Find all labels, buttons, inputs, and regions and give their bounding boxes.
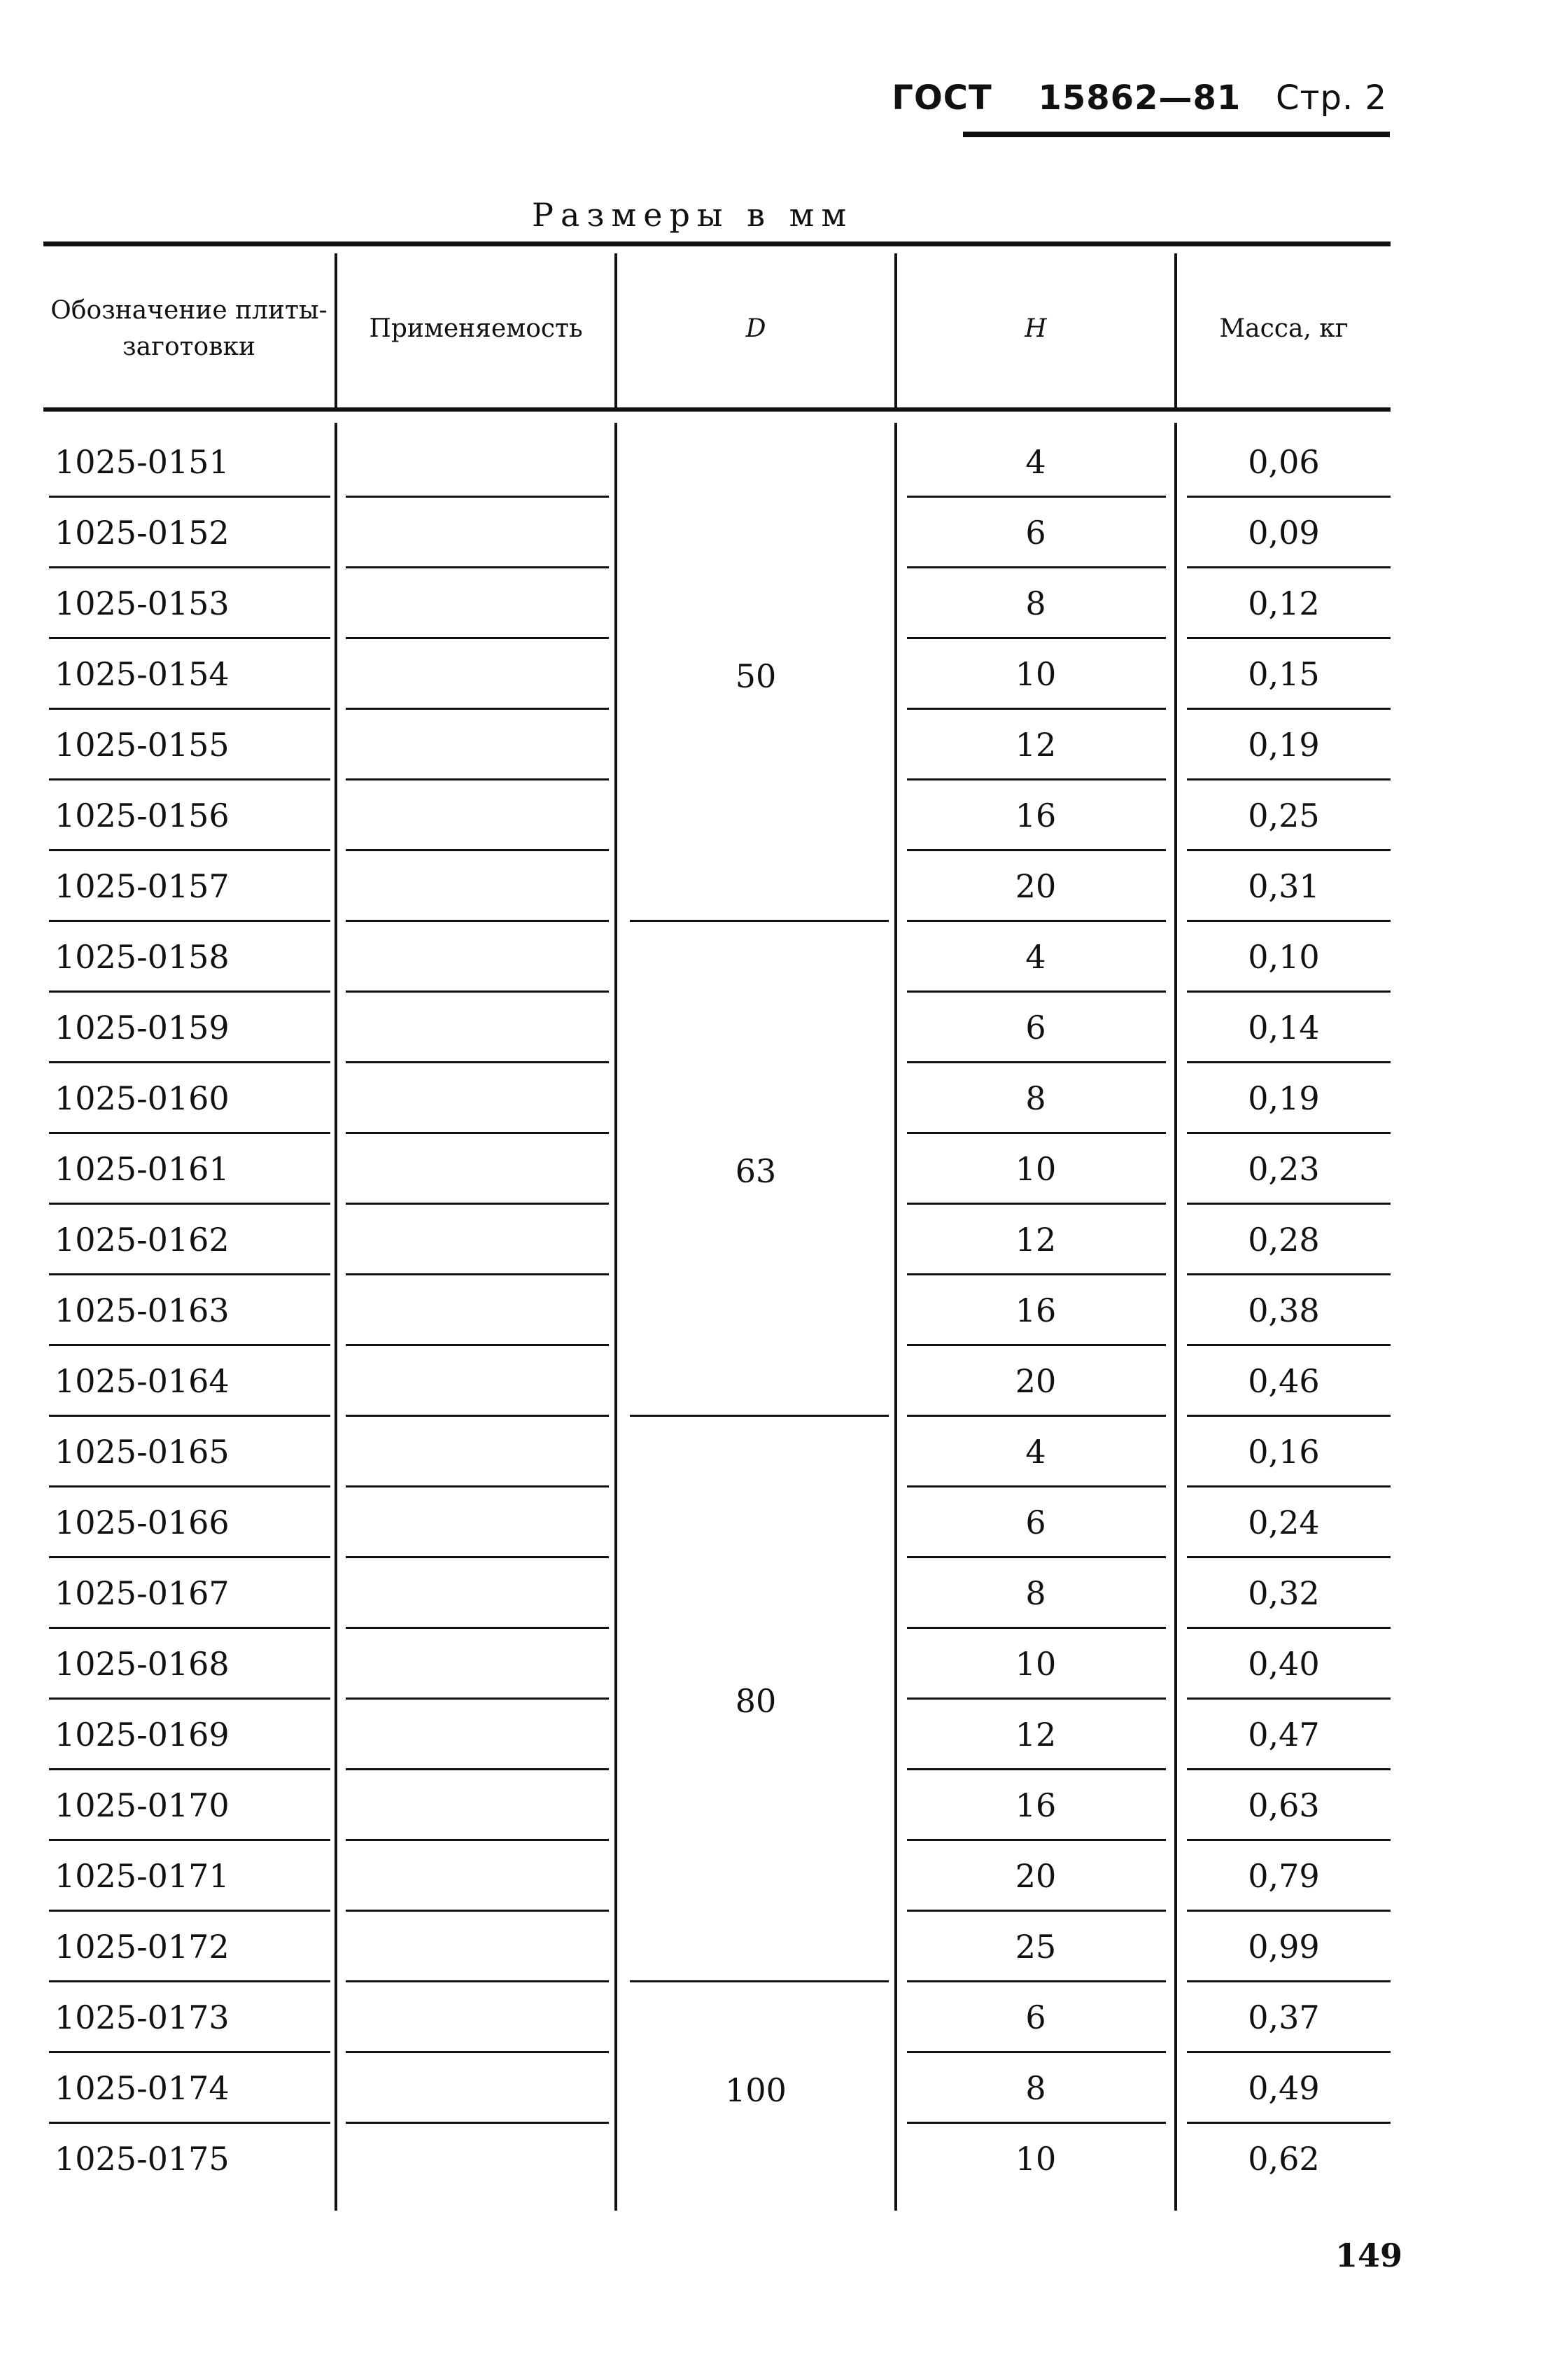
- row-rule: [49, 1485, 330, 1488]
- row-rule: [346, 849, 609, 851]
- designation-cell: 1025-0154: [55, 655, 230, 693]
- row-rule: [907, 1768, 1166, 1770]
- row-rule: [907, 1485, 1166, 1488]
- row-rule: [907, 1556, 1166, 1558]
- column-header-applicability: Применяемость: [369, 314, 583, 343]
- row-rule: [907, 1627, 1166, 1629]
- h-cell: 6: [1025, 514, 1046, 552]
- row-rule: [907, 1980, 1166, 1982]
- row-rule: [346, 637, 609, 639]
- h-cell: 4: [1025, 1433, 1046, 1471]
- row-rule: [1187, 1556, 1391, 1558]
- h-cell: 16: [1015, 797, 1057, 834]
- h-cell: 20: [1015, 1857, 1057, 1895]
- row-rule: [1187, 1839, 1391, 1841]
- column-header-h: H: [1025, 314, 1047, 343]
- row-rule: [346, 566, 609, 568]
- h-cell: 20: [1015, 1362, 1057, 1400]
- designation-cell: 1025-0158: [55, 938, 230, 976]
- row-rule: [907, 1910, 1166, 1912]
- row-rule: [49, 1627, 330, 1629]
- header-rule: [963, 132, 1390, 137]
- row-rule: [907, 990, 1166, 993]
- mass-cell: 0,09: [1248, 514, 1320, 552]
- mass-cell: 0,32: [1248, 1574, 1320, 1612]
- row-rule: [346, 1061, 609, 1063]
- row-rule: [346, 1203, 609, 1205]
- row-rule: [907, 1273, 1166, 1275]
- designation-cell: 1025-0166: [55, 1504, 230, 1541]
- mass-cell: 0,19: [1248, 726, 1320, 764]
- mass-cell: 0,40: [1248, 1645, 1320, 1683]
- h-cell: 6: [1025, 1504, 1046, 1541]
- mass-cell: 0,23: [1248, 1150, 1320, 1188]
- row-rule: [49, 637, 330, 639]
- header-divider: [1174, 253, 1177, 409]
- row-rule: [907, 1698, 1166, 1700]
- row-rule: [49, 920, 330, 922]
- d-group-cell: 50: [735, 657, 777, 695]
- column-divider: [335, 423, 337, 2211]
- row-rule: [1187, 1910, 1391, 1912]
- row-rule: [49, 990, 330, 993]
- designation-cell: 1025-0171: [55, 1857, 230, 1895]
- row-rule: [907, 1839, 1166, 1841]
- row-rule: [1187, 1768, 1391, 1770]
- h-cell: 6: [1025, 1009, 1046, 1046]
- row-rule: [1187, 778, 1391, 780]
- h-cell: 4: [1025, 443, 1046, 481]
- row-rule: [49, 1415, 330, 1417]
- h-cell: 8: [1025, 2069, 1046, 2107]
- d-group-rule: [630, 920, 889, 922]
- row-rule: [346, 1627, 609, 1629]
- designation-cell: 1025-0156: [55, 797, 230, 834]
- row-rule: [346, 1768, 609, 1770]
- row-rule: [49, 1556, 330, 1558]
- h-cell: 16: [1015, 1786, 1057, 1824]
- mass-cell: 0,47: [1248, 1716, 1320, 1754]
- designation-cell: 1025-0157: [55, 867, 230, 905]
- row-rule: [49, 1203, 330, 1205]
- designation-cell: 1025-0167: [55, 1574, 230, 1612]
- row-rule: [346, 1556, 609, 1558]
- designation-cell: 1025-0160: [55, 1079, 230, 1117]
- h-cell: 10: [1015, 655, 1057, 693]
- mass-cell: 0,10: [1248, 938, 1320, 976]
- row-rule: [346, 1910, 609, 1912]
- row-rule: [907, 920, 1166, 922]
- row-rule: [1187, 2051, 1391, 2053]
- mass-cell: 0,31: [1248, 867, 1320, 905]
- designation-cell: 1025-0155: [55, 726, 230, 764]
- mass-cell: 0,62: [1248, 2140, 1320, 2178]
- row-rule: [1187, 1980, 1391, 1982]
- mass-cell: 0,79: [1248, 1857, 1320, 1895]
- row-rule: [1187, 1273, 1391, 1275]
- mass-cell: 0,49: [1248, 2069, 1320, 2107]
- row-rule: [1187, 1061, 1391, 1063]
- row-rule: [49, 1273, 330, 1275]
- row-rule: [907, 566, 1166, 568]
- designation-cell: 1025-0172: [55, 1928, 230, 1966]
- mass-cell: 0,28: [1248, 1221, 1320, 1259]
- designation-cell: 1025-0161: [55, 1150, 230, 1188]
- mass-cell: 0,63: [1248, 1786, 1320, 1824]
- designation-cell: 1025-0159: [55, 1009, 230, 1046]
- h-cell: 12: [1015, 1716, 1057, 1754]
- header-divider: [614, 253, 617, 409]
- column-header-designation: Обозначение плиты-заготовки: [50, 295, 328, 361]
- row-rule: [907, 1203, 1166, 1205]
- row-rule: [346, 708, 609, 710]
- designation-cell: 1025-0153: [55, 584, 230, 622]
- page-number: 149: [1335, 2236, 1402, 2274]
- row-rule: [49, 2122, 330, 2124]
- row-rule: [907, 496, 1166, 498]
- mass-cell: 0,24: [1248, 1504, 1320, 1541]
- header-divider: [894, 253, 897, 409]
- row-rule: [49, 1910, 330, 1912]
- d-group-rule: [630, 1980, 889, 1982]
- h-cell: 25: [1015, 1928, 1057, 1966]
- row-rule: [49, 496, 330, 498]
- row-rule: [907, 2122, 1166, 2124]
- row-rule: [49, 1768, 330, 1770]
- designation-cell: 1025-0175: [55, 2140, 230, 2178]
- row-rule: [346, 990, 609, 993]
- row-rule: [346, 1132, 609, 1134]
- h-cell: 8: [1025, 1574, 1046, 1612]
- row-rule: [346, 1485, 609, 1488]
- row-rule: [49, 778, 330, 780]
- row-rule: [1187, 1627, 1391, 1629]
- row-rule: [346, 2051, 609, 2053]
- d-group-cell: 63: [735, 1152, 777, 1190]
- row-rule: [1187, 990, 1391, 993]
- row-rule: [49, 1980, 330, 1982]
- row-rule: [907, 1415, 1166, 1417]
- row-rule: [49, 1344, 330, 1346]
- designation-cell: 1025-0170: [55, 1786, 230, 1824]
- row-rule: [1187, 637, 1391, 639]
- row-rule: [49, 708, 330, 710]
- row-rule: [1187, 849, 1391, 851]
- header-divider: [335, 253, 337, 409]
- mass-cell: 0,46: [1248, 1362, 1320, 1400]
- row-rule: [346, 2122, 609, 2124]
- designation-cell: 1025-0151: [55, 443, 230, 481]
- column-header-d: D: [745, 314, 766, 343]
- mass-cell: 0,12: [1248, 584, 1320, 622]
- row-rule: [49, 1132, 330, 1134]
- h-cell: 4: [1025, 938, 1046, 976]
- mass-cell: 0,16: [1248, 1433, 1320, 1471]
- row-rule: [1187, 566, 1391, 568]
- row-rule: [1187, 1203, 1391, 1205]
- designation-cell: 1025-0163: [55, 1292, 230, 1329]
- designation-cell: 1025-0152: [55, 514, 230, 552]
- row-rule: [1187, 1415, 1391, 1417]
- row-rule: [907, 849, 1166, 851]
- row-rule: [49, 566, 330, 568]
- designation-cell: 1025-0168: [55, 1645, 230, 1683]
- mass-cell: 0,38: [1248, 1292, 1320, 1329]
- row-rule: [346, 1273, 609, 1275]
- h-cell: 12: [1015, 726, 1057, 764]
- row-rule: [49, 849, 330, 851]
- table-top-rule: [43, 241, 1391, 246]
- designation-cell: 1025-0164: [55, 1362, 230, 1400]
- h-cell: 8: [1025, 1079, 1046, 1117]
- row-rule: [907, 778, 1166, 780]
- standard-number: 15862—81: [1038, 78, 1241, 118]
- row-rule: [1187, 496, 1391, 498]
- h-cell: 10: [1015, 2140, 1057, 2178]
- row-rule: [346, 1839, 609, 1841]
- row-rule: [346, 778, 609, 780]
- row-rule: [907, 708, 1166, 710]
- units-caption: Размеры в мм: [532, 196, 854, 234]
- row-rule: [907, 1132, 1166, 1134]
- row-rule: [49, 2051, 330, 2053]
- mass-cell: 0,14: [1248, 1009, 1320, 1046]
- mass-cell: 0,19: [1248, 1079, 1320, 1117]
- row-rule: [49, 1061, 330, 1063]
- row-rule: [49, 1839, 330, 1841]
- row-rule: [346, 1415, 609, 1417]
- row-rule: [1187, 708, 1391, 710]
- row-rule: [907, 637, 1166, 639]
- row-rule: [1187, 1132, 1391, 1134]
- row-rule: [907, 1061, 1166, 1063]
- mass-cell: 0,25: [1248, 797, 1320, 834]
- row-rule: [907, 1344, 1166, 1346]
- page-label: Стр. 2: [1276, 78, 1387, 118]
- h-cell: 10: [1015, 1150, 1057, 1188]
- h-cell: 20: [1015, 867, 1057, 905]
- mass-cell: 0,99: [1248, 1928, 1320, 1966]
- mass-cell: 0,37: [1248, 1998, 1320, 2036]
- column-header-mass: Масса, кг: [1219, 314, 1349, 343]
- d-group-cell: 80: [735, 1682, 777, 1720]
- designation-cell: 1025-0162: [55, 1221, 230, 1259]
- designation-cell: 1025-0165: [55, 1433, 230, 1471]
- h-cell: 12: [1015, 1221, 1057, 1259]
- row-rule: [346, 920, 609, 922]
- row-rule: [1187, 1485, 1391, 1488]
- row-rule: [346, 1980, 609, 1982]
- row-rule: [1187, 2122, 1391, 2124]
- designation-cell: 1025-0174: [55, 2069, 230, 2107]
- row-rule: [346, 1344, 609, 1346]
- row-rule: [1187, 920, 1391, 922]
- standard-label: ГОСТ: [892, 78, 992, 118]
- h-cell: 10: [1015, 1645, 1057, 1683]
- designation-cell: 1025-0173: [55, 1998, 230, 2036]
- row-rule: [346, 496, 609, 498]
- d-group-cell: 100: [725, 2071, 787, 2109]
- designation-cell: 1025-0169: [55, 1716, 230, 1754]
- row-rule: [907, 2051, 1166, 2053]
- d-group-rule: [630, 1415, 889, 1417]
- h-cell: 16: [1015, 1292, 1057, 1329]
- table-header-rule: [43, 407, 1391, 412]
- row-rule: [49, 1698, 330, 1700]
- page-header: [892, 78, 1387, 118]
- row-rule: [1187, 1698, 1391, 1700]
- mass-cell: 0,06: [1248, 443, 1320, 481]
- mass-cell: 0,15: [1248, 655, 1320, 693]
- h-cell: 8: [1025, 584, 1046, 622]
- h-cell: 6: [1025, 1998, 1046, 2036]
- row-rule: [1187, 1344, 1391, 1346]
- row-rule: [346, 1698, 609, 1700]
